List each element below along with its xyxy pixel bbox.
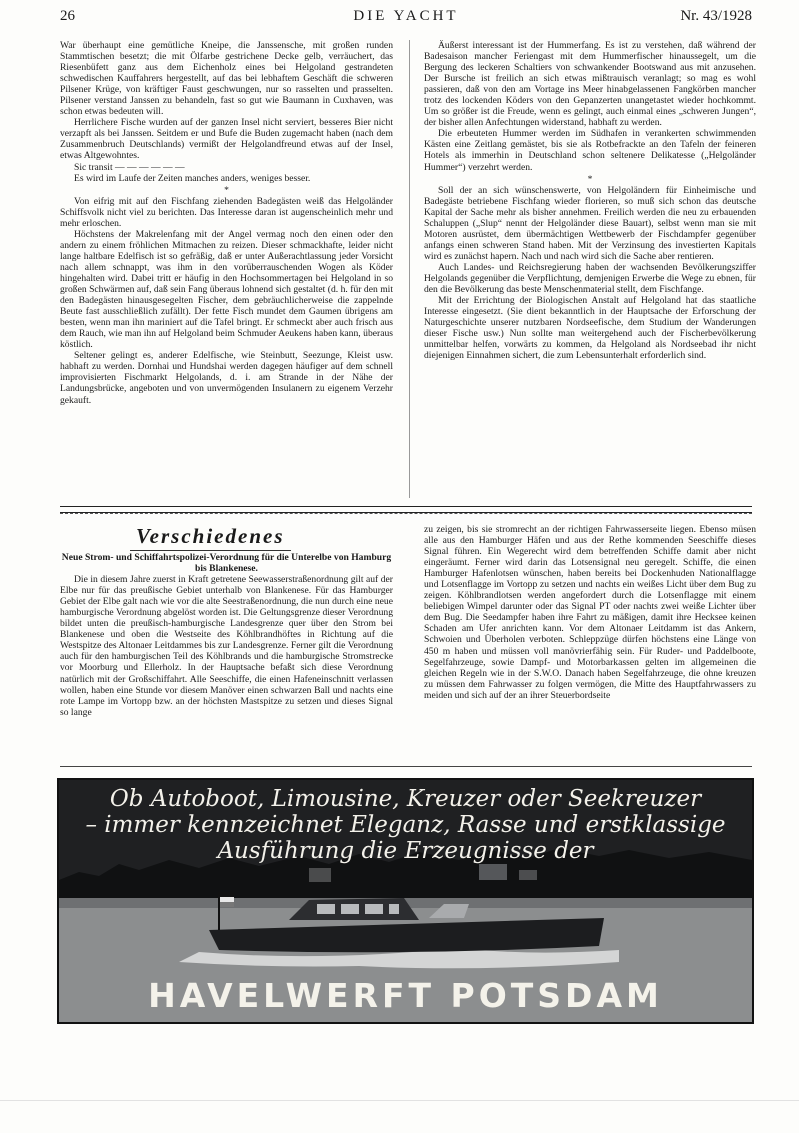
journal-title: DIE YACHT — [353, 8, 459, 24]
news-column-left — [60, 552, 393, 718]
article-column-right — [424, 40, 756, 361]
ad-slogan-line-1: Ob Autoboot, Limousine, Kreuzer oder Seekreuzer — [109, 786, 702, 812]
paragraph: Es wird im Laufe der Zeiten manches anders, weniges besser. — [74, 172, 311, 184]
section-separator: * — [587, 173, 593, 185]
paragraph: Auch Landes- und Reichsregierung haben der wachsenden Bevölkerungsziffer Helgolands gegenüber die Verpflichtung, demjenigen Erwerbe die Wege zu ebnen, für den die Bevölkerung das beste Menschenmaterial stellt, dem Fischfange. — [424, 261, 756, 296]
section-title: Verschiedenes — [136, 524, 285, 548]
paragraph: Seltener gelingt es, anderer Edelfische, wie Steinbutt, Seezunge, Kleist usw. habhaft zu werden. Dornhai und Hundshai werden dagegen häufiger auf dem schnell improvisierten Fischmarkt Helgolands, d. i. am Strande in der Nähe der Landungsbrücke, angeboten und von unvermögenden Insulanern zu eigenem Verzehr gekauft. — [60, 350, 393, 406]
news-headline: Neue Strom- und Schiffahrtspolizei-Verordnung für die Unterelbe von Hamburg bis Blankenese. — [61, 552, 392, 575]
paragraph: Von eifrig mit auf den Fischfang ziehenden Badegästen weiß das Helgoländer Schiffsvolk nicht viel zu berichten. Das Interesse daran ist augenscheinlich mehr und mehr erloschen. — [60, 195, 393, 229]
section-separator: * — [224, 184, 229, 196]
paragraph: Höchstens der Makrelenfang mit der Angel vermag noch den einen oder den andern zu einem fröhlichen Mitmachen zu reizen. Dieser schmackhafte, leider nicht lange haltbare Edelfisch ist so gefräßig, daß er unter Außerachtlassung jeder Vorsicht nach allem schnappt, was ihm in den vorüberrauschenden Wogen als Köder hingehalten wird. Dabei tritt er häufig in den Hochsommertagen bei Helgoland in so großen Schwärmen auf, daß sein Fang überaus lohnend sich gestaltet (d. h. für den mit den Badegästen hinausgesegelten Fischer, dem gebräuchlicherweise die zappelnde Beute fast ausschließlich zufällt). Der fette Fisch mundet dem Gaumen übrigens am besten, wenn man ihn mariniert auf die Tafel bringt. Er schmeckt aber auch frisch aus dem Rauch, wie man ihn auf Helgoland beim Schmuder Aeukens haben kann, überaus köstlich. — [60, 228, 393, 351]
section-rule — [60, 506, 752, 513]
paragraph: Soll der an sich wünschenswerte, von Helgoländern für Einheimische und Badegäste betriebene Fischfang wieder florieren, so muß sich schon das deutsche Kapital der Sache mehr als bisher annehmen. Freilich werden die neu zu erbauenden Schaluppen („Slup“ nennt der Helgoländer diese Bauart), selbst wenn man sie mit Motoren ausrüstet, dem übermächtigen Wettbewerb der Fischdampfer gegenüber anfangs einen schweren Stand haben. Mit der Verzinsung des investierten Kapitals wird es zunächst hapern. Nach und nach wird sich die Sache aber rentieren. — [424, 184, 756, 262]
section-rule-dashed — [60, 513, 752, 514]
paragraph: Herrlichere Fische wurden auf der ganzen Insel nicht serviert, besseres Bier nicht verzapft als bei Janssen. Seitdem er und Bufe die Buden zugemacht haben (nach dem Zusammenbruch Deutschlands) vermißt der Helgolandfreund etwas auf der Insel, etwas Altgewohntes. — [60, 117, 393, 162]
page-edge-line — [0, 1100, 799, 1101]
havelwerft-advertisement — [57, 778, 754, 1024]
column-divider — [409, 40, 410, 498]
issue-number: Nr. 43/1928 — [680, 8, 752, 24]
ad-slogan-line-3: Ausführung die Erzeugnisse der — [217, 838, 594, 864]
news-column-right — [424, 524, 756, 701]
paragraph: Mit der Errichtung der Biologischen Anstalt auf Helgoland hat das staatliche Interesse eingesetzt. (Sie dient bekanntlich in der Hauptsache der Erforschung der Naturgeschichte unserer nutzbaren Nordseefische, dem Studium der Wanderungen dieser Fische usw.) Nun sollte man weitergehend auch der Fischerbevölkerung unmittelbar helfen, vorwärts zu kommen, da Helgoland als Nordseebad ihr nicht diejenigen Einnahmen sichert, die zum Lebensunterhalt erforderlich sind. — [424, 295, 756, 362]
paragraph: Äußerst interessant ist der Hummerfang. Es ist zu verstehen, daß während der Badesaison mancher Feriengast mit dem Hummerfischer hinaussegelt, um die Bergung des leckeren Schaltiers von schwankender Bootswand aus mit anzusehen. Der Bursche ist freilich an sich etwas mißtrauisch veranlagt; so mag es wohl passieren, daß von den am Vortage ins Meer hinabgelassenen Fangkörben mancher trotz des lockenden Köders von den Gepanzerten unangetastet wieder hochkommt. Um so größer ist die Freude, wenn es gelingt, auch einmal eines „schweren Jungen“, der bisher allen Anfechtungen widerstand, habhaft zu werden. — [424, 40, 756, 129]
article-column-left — [60, 40, 393, 406]
news-paragraph: zu zeigen, bis sie stromrecht an der richtigen Fahrwasserseite liegen. Ebenso müsen alle aus den Hamburger Häfen und aus der Rethe kommenden Seeschiffe dieses Signal führen. Ein Wegerecht wird dem betreffenden Schiffe damit aber nicht eingeräumt. Ferner wird darin das Lotsensignal neu geregelt. Schiffe, die einen Hamburger Hafenlotsen wünschen, haben bereits bei Dockenhuden Nationalflagge und Lotsenflagge im Vortopp zu setzen und nachts ein weißes Licht über dem Bug zu zeigen. Köhlbrandlotsen werden angefordert durch die Lotsenflagge mit einem beliebigen Wimpel darunter oder das Signal PT oder nachts zwei weiße Lichter über dem Bug. Die Seedampfer haben ihre Fahrt zu mäßigen, damit ihre Hecksee keinen Schaden am Ufer anrichten kann. Vor dem Altonaer Leitdamm ist das Ankern, Schwoien und Überholen verboten. Schleppzüge dürfen höchstens eine Länge von 450 m haben und müssen voll manövrierfähig sein. Für Ruder- und Paddelboote, Segelfahrzeuge, sowie Dampf- und Motorbarkassen gelten im allgemeinen die gleichen Regeln wie in der S.W.O. Danach haben Segelfahrzeuge, die ohne kreuzen zu müssen dem Fahrwasser zu folgen vermögen, die Mitte des Hauptfahrwassers zu meiden und sich auf der an ihrer Steuerbordseite — [424, 524, 756, 701]
advertisement-rule — [60, 766, 752, 767]
running-header — [60, 8, 752, 30]
ad-slogan-line-2: – immer kennzeichnet Eleganz, Rasse und erstklassige — [85, 812, 726, 838]
paragraph: War überhaupt eine gemütliche Kneipe, die Janssensche, mit großen runden Stammtischen besetzt; die mit Ölfarbe gestrichene Decke gelb, verräuchert, das Riesenbüfett ganz aus dem Eichenholz eines bei Helgoland gestrandeten schwedischen Kauffahrers hergestellt, auf das bei lebhaftem Geschäft die schweren Pilsener Krüge, von kräftiger Faust geschwungen, nur so rasselten und prasselten. Pilsener verstand Janssen zu behandeln, fast so gut wie Baumann in Cuxhaven, was schon etwas bedeuten will. — [60, 40, 393, 118]
paragraph: Die erbeuteten Hummer werden im Südhafen in verankerten schwimmenden Kästen eine Zeitlang gemästet, bis sie als Rotbefrackte an den Tafeln der feineren Hotels als immerhin in Deutschland schon seltenere Delikatesse („Helgoländer Hummer“) verzehrt werden. — [424, 128, 756, 173]
ad-brand-name: HAVELWERFT POTSDAM — [148, 976, 663, 1015]
news-paragraph: Die in diesem Jahre zuerst in Kraft getretene Seewasserstraßenordnung gilt auf der Elbe nur für das preußische Gebiet unterhalb von Blankenese. Für das Hamburger Gebiet der Elbe galt nach wie vor die alte Seestraßenordnung, die nun durch eine neue hamburgische Verordnung abgelöst worden ist. Die Geltungsgrenze dieser Verordnung bildet unten die preußisch-hamburgische Landesgrenze quer über den Strom bei Blankenese und oben die Westseite des Köhlbrandhöftes in Richtung auf die Westspitze des Altonaer Leitdammes bis zur Landesgrenze. Ferner gilt die Verordnung auch für den hamburgischen Teil des Köhlbrands und die hamburgische Stromstrecke vor Moorburg und Ellerholz. In der Hauptsache befaßt sich diese Verordnung natürlich mit der Großschiffahrt. Alle Seeschiffe, die einen Hafeneinschnitt verlassen wollen, haben eine Stunde vor diesem Manöver einen schwarzen Ball und nachts eine rote Lampe im Vortopp bzw. an der höchsten Mastspitze zu setzen und dieses Signal so lange — [60, 574, 393, 718]
page-number: 26 — [60, 8, 75, 24]
paragraph: Sic transit — — — — — — — [74, 161, 185, 173]
